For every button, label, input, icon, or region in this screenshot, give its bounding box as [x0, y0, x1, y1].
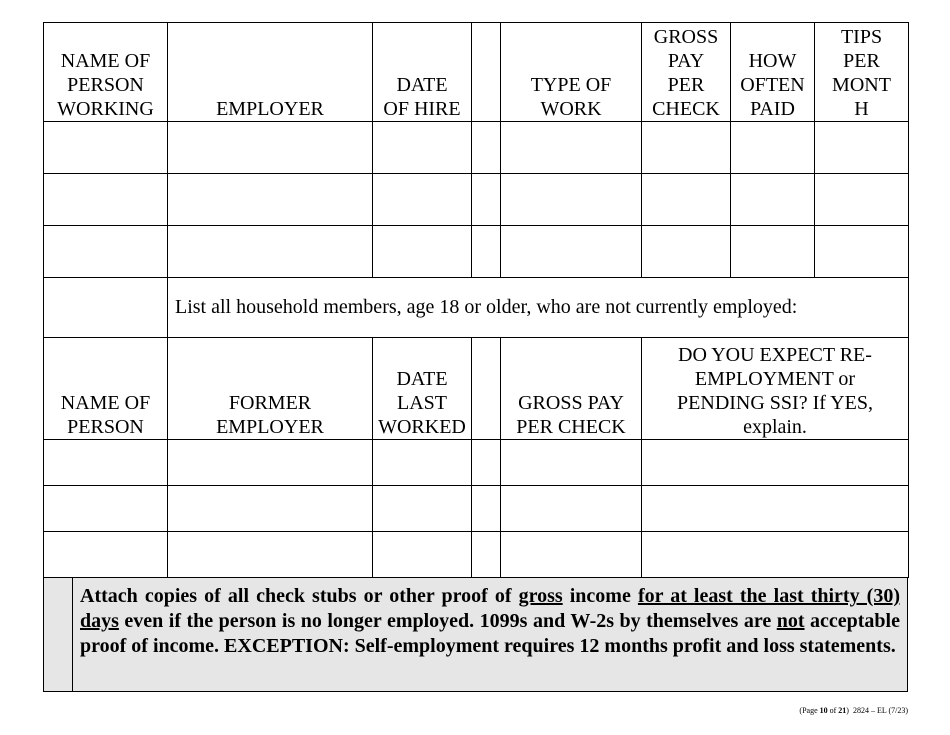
cell-gross-pay[interactable]	[642, 226, 731, 278]
cell-type-of-work[interactable]	[501, 174, 642, 226]
cell-type-of-work[interactable]	[501, 122, 642, 174]
header-gross-pay-per-check: GROSS PAY PER CHECK	[642, 23, 731, 122]
unemployed-header-row	[44, 338, 909, 440]
notice-gutter	[44, 278, 168, 338]
header-former-employer: FORMER EMPLOYER	[168, 338, 373, 440]
cell-name[interactable]	[44, 122, 168, 174]
cell-gross-pay[interactable]	[501, 440, 642, 486]
cell-explain[interactable]	[642, 532, 909, 578]
cell-former-employer[interactable]	[168, 440, 373, 486]
header-date-of-hire: DATE OF HIRE	[373, 23, 472, 122]
cell-spacer	[472, 532, 501, 578]
header-employer: EMPLOYER	[168, 23, 373, 122]
cell-name[interactable]	[44, 532, 168, 578]
attach-proof-notice	[43, 578, 908, 692]
cell-tips[interactable]	[815, 122, 909, 174]
unemployed-row	[44, 440, 909, 486]
cell-how-often-paid[interactable]	[731, 122, 815, 174]
cell-tips[interactable]	[815, 174, 909, 226]
cell-date-last-worked[interactable]	[373, 532, 472, 578]
cell-employer[interactable]	[168, 174, 373, 226]
header-expect-reemployment: DO YOU EXPECT RE- EMPLOYMENT or PENDING SSI? If YES, explain.	[642, 338, 909, 440]
employment-form	[43, 22, 908, 692]
cell-former-employer[interactable]	[168, 486, 373, 532]
header-name-of-person-working: NAME OF PERSON WORKING	[44, 23, 168, 122]
cell-spacer	[472, 122, 501, 174]
header-how-often-paid: HOW OFTEN PAID	[731, 23, 815, 122]
attach-gutter	[44, 578, 73, 691]
attach-notice-text: Attach copies of all check stubs or other proof of gross income for at least the last thirty (30) days even if the person is no longer employed. 1099s and W-2s by themselves are not acceptable proof of income. EXCEPTION: Self-employment requires 12 months profit and loss statements.	[80, 585, 900, 657]
unemployed-notice-row	[44, 278, 909, 338]
employed-row	[44, 174, 909, 226]
cell-explain[interactable]	[642, 486, 909, 532]
cell-name[interactable]	[44, 440, 168, 486]
cell-name[interactable]	[44, 486, 168, 532]
cell-explain[interactable]	[642, 440, 909, 486]
employed-row	[44, 226, 909, 278]
header-spacer	[472, 338, 501, 440]
cell-gross-pay[interactable]	[642, 174, 731, 226]
cell-date-last-worked[interactable]	[373, 486, 472, 532]
cell-date-of-hire[interactable]	[373, 122, 472, 174]
cell-type-of-work[interactable]	[501, 226, 642, 278]
cell-how-often-paid[interactable]	[731, 226, 815, 278]
unemployed-row	[44, 486, 909, 532]
cell-gross-pay[interactable]	[642, 122, 731, 174]
unemployed-notice: List all household members, age 18 or older, who are not currently employed:	[168, 278, 909, 338]
cell-gross-pay[interactable]	[501, 486, 642, 532]
cell-gross-pay[interactable]	[501, 532, 642, 578]
cell-employer[interactable]	[168, 122, 373, 174]
header-type-of-work: TYPE OF WORK	[501, 23, 642, 122]
page-footer: (Page 10 of 21) 2824 – EL (7/23)	[799, 706, 908, 715]
header-date-last-worked: DATE LAST WORKED	[373, 338, 472, 440]
header-gross-pay-per-check: GROSS PAY PER CHECK	[501, 338, 642, 440]
unemployed-row	[44, 532, 909, 578]
header-name-of-person: NAME OF PERSON	[44, 338, 168, 440]
cell-tips[interactable]	[815, 226, 909, 278]
cell-spacer	[472, 486, 501, 532]
header-spacer	[472, 23, 501, 122]
income-table	[43, 22, 909, 578]
cell-name[interactable]	[44, 226, 168, 278]
cell-former-employer[interactable]	[168, 532, 373, 578]
cell-spacer	[472, 174, 501, 226]
employed-row	[44, 122, 909, 174]
cell-spacer	[472, 440, 501, 486]
cell-date-of-hire[interactable]	[373, 174, 472, 226]
cell-employer[interactable]	[168, 226, 373, 278]
cell-date-of-hire[interactable]	[373, 226, 472, 278]
employed-header-row	[44, 23, 909, 122]
header-tips-per-month: TIPS PER MONT H	[815, 23, 909, 122]
cell-how-often-paid[interactable]	[731, 174, 815, 226]
cell-spacer	[472, 226, 501, 278]
cell-date-last-worked[interactable]	[373, 440, 472, 486]
cell-name[interactable]	[44, 174, 168, 226]
